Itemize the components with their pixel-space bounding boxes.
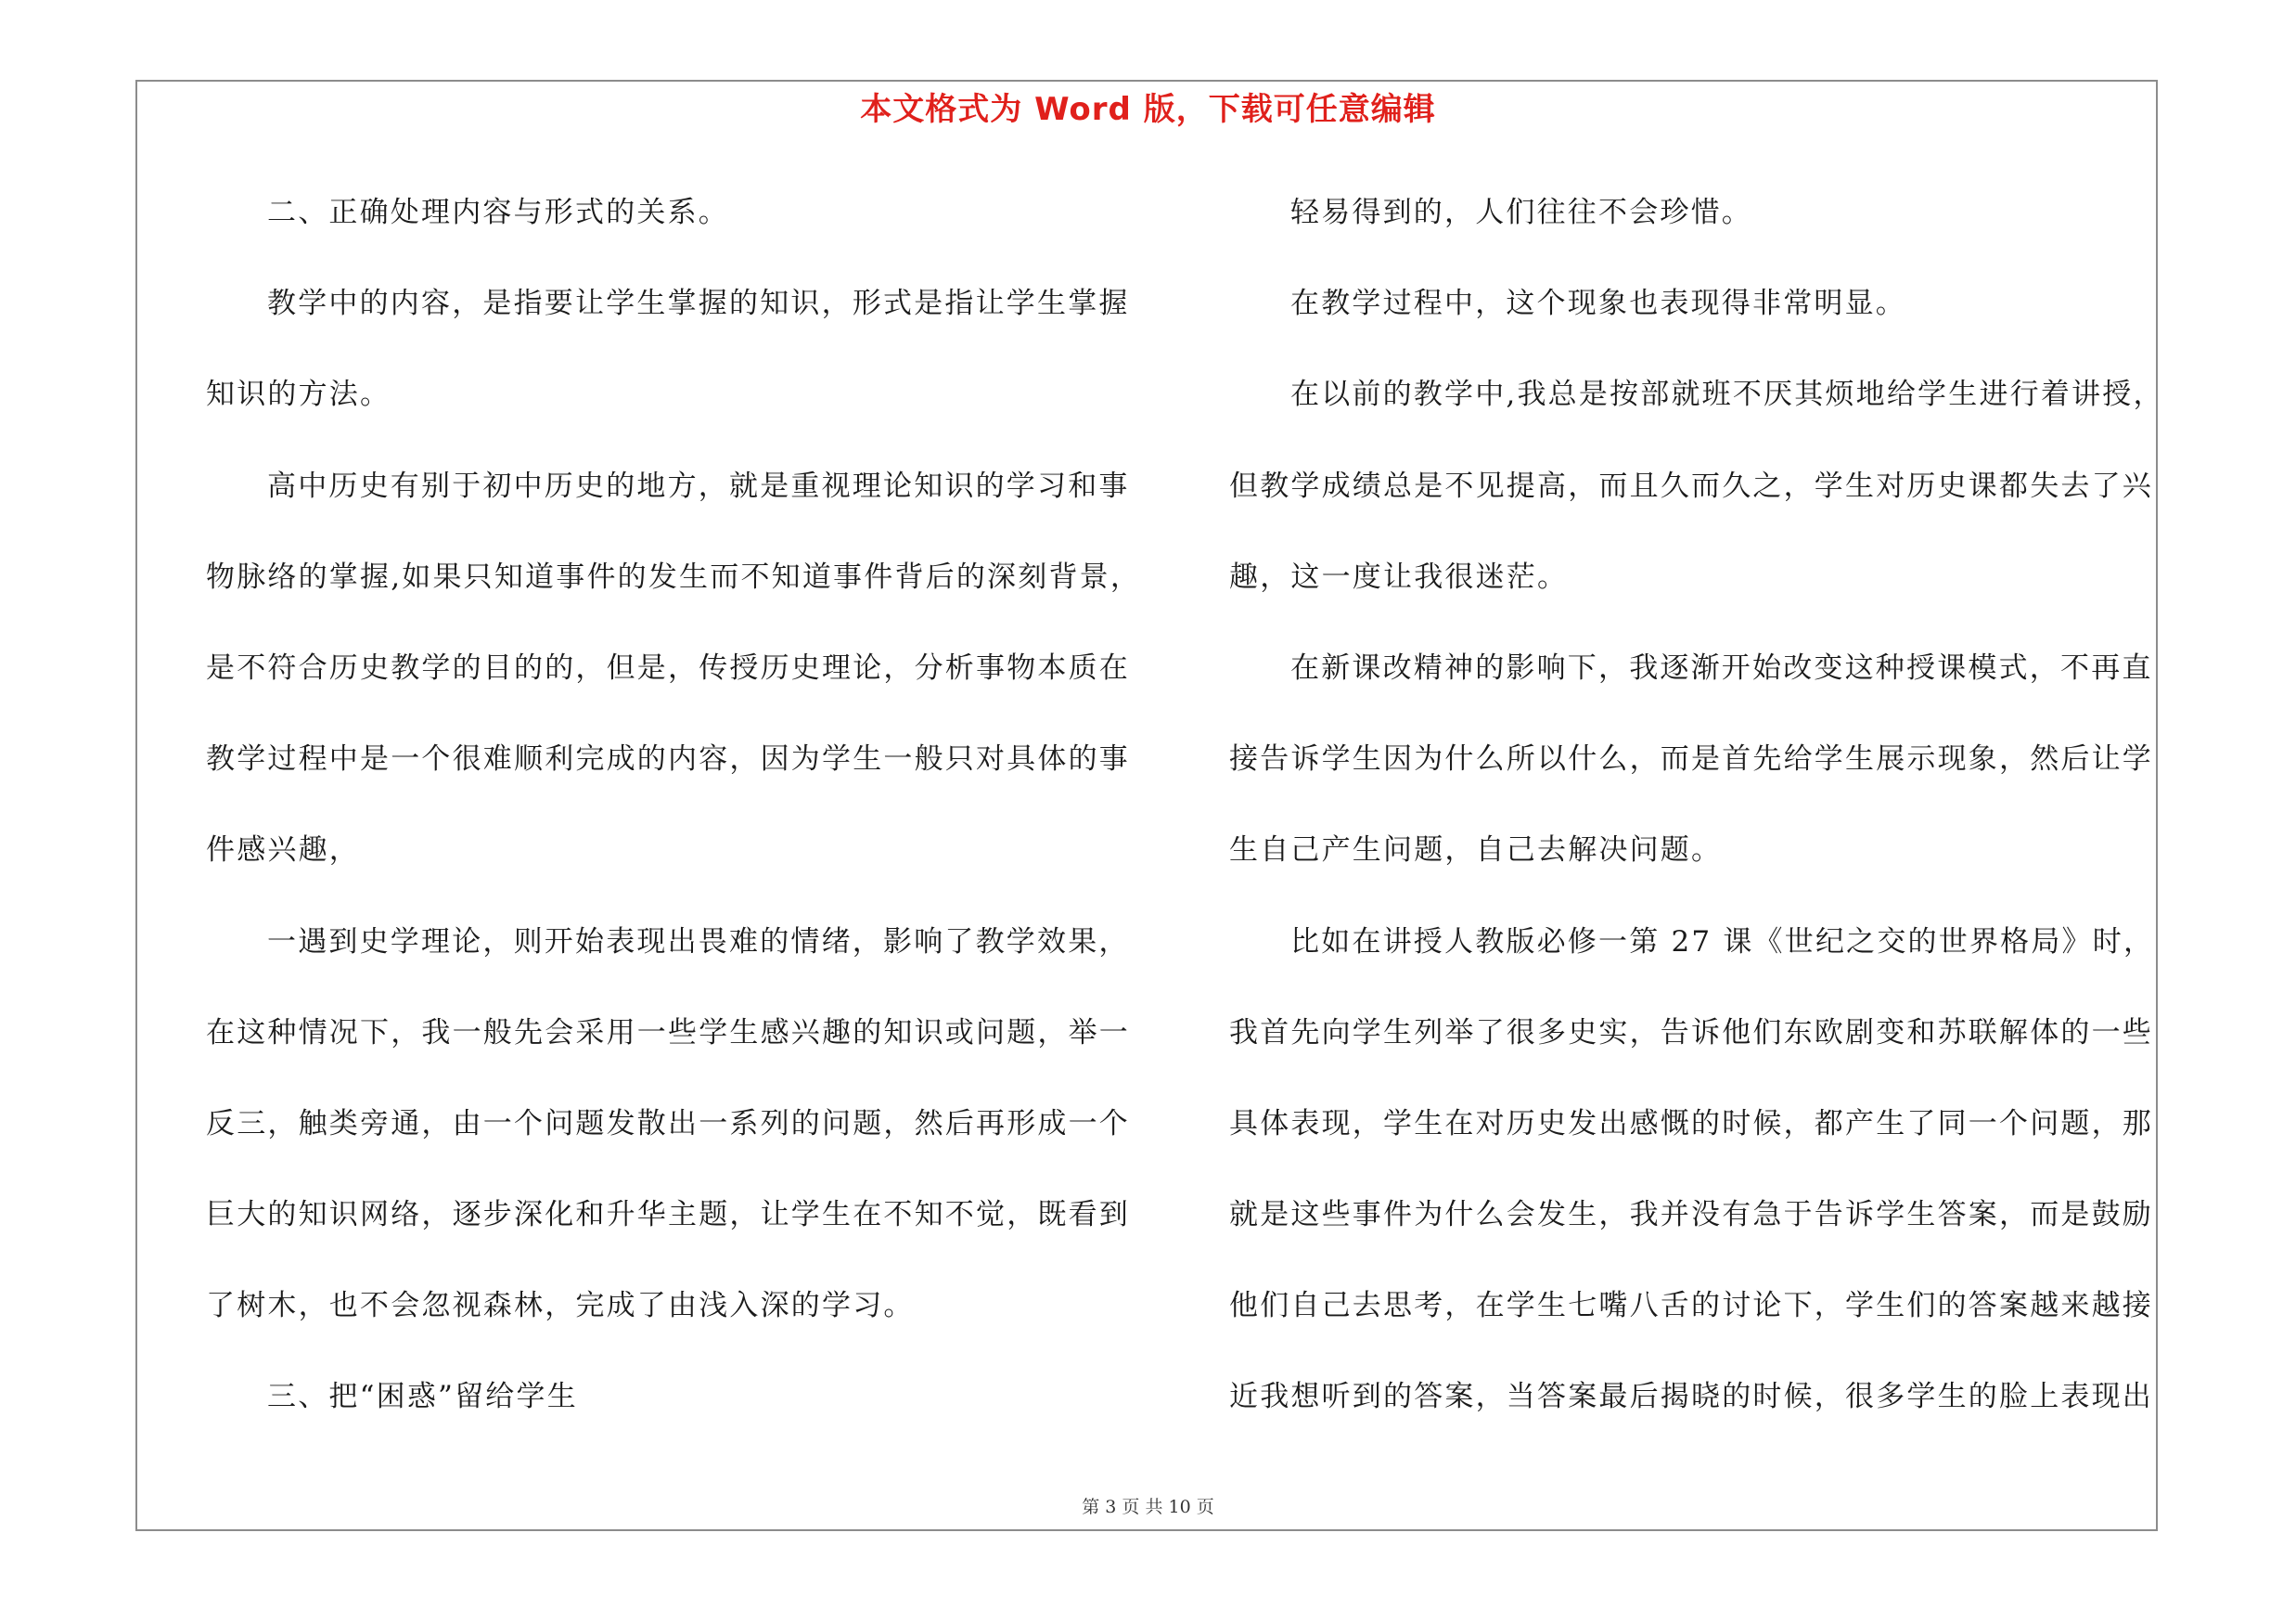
text-line: 件感兴趣， <box>206 833 360 868</box>
text-line: 在这种情况下，我一般先会采用一些学生感兴趣的知识或问题，举一 <box>206 1015 1130 1050</box>
text-line: 巨大的知识网络，逐步深化和升华主题，让学生在不知不觉，既看到 <box>206 1198 1130 1232</box>
text-line: 反三，触类旁通，由一个问题发散出一系列的问题，然后再形成一个 <box>206 1106 1130 1140</box>
right-column <box>1229 182 2185 1458</box>
text-line: 具体表现，学生在对历史发出感慨的时候，都产生了同一个问题，那 <box>1229 1106 2153 1140</box>
text-line: 物脉络的掌握,如果只知道事件的发生而不知道事件背后的深刻背景， <box>206 560 1142 594</box>
text-line: 了树木，也不会忽视森林，完成了由浅入深的学习。 <box>206 1289 915 1323</box>
text-line: 教学中的内容，是指要让学生掌握的知识，形式是指让学生掌握 <box>267 287 1130 321</box>
text-line: 他们自己去思考，在学生七嘴八舌的讨论下，学生们的答案越来越接 <box>1229 1289 2153 1323</box>
text-line: 就是这些事件为什么会发生，我并没有急于告诉学生答案，而是鼓励 <box>1229 1198 2153 1232</box>
text-line: 生自己产生问题，自己去解决问题。 <box>1229 833 1723 868</box>
text-line: 但教学成绩总是不见提高，而且久而久之，学生对历史课都失去了兴 <box>1229 469 2153 503</box>
text-line: 知识的方法。 <box>206 378 391 412</box>
text-line: 轻易得到的，人们往往不会珍惜。 <box>1290 196 1752 229</box>
text-line: 在以前的教学中,我总是按部就班不厌其烦地给学生进行着讲授， <box>1290 378 2164 412</box>
left-column <box>206 182 1142 1458</box>
text-line: 我首先向学生列举了很多史实，告诉他们东欧剧变和苏联解体的一些 <box>1229 1015 2153 1050</box>
text-line: 三、把“困惑”留给学生 <box>267 1380 578 1414</box>
text-line: 在新课改精神的影响下，我逐渐开始改变这种授课模式，不再直 <box>1290 650 2153 685</box>
format-banner: 本文格式为 Word 版，下载可任意编辑 <box>860 91 1436 128</box>
text-line: 近我想听到的答案，当答案最后揭晓的时候，很多学生的脸上表现出 <box>1229 1380 2153 1414</box>
text-line: 高中历史有别于初中历史的地方，就是重视理论知识的学习和事 <box>267 469 1130 503</box>
text-line: 是不符合历史教学的目的的，但是，传授历史理论，分析事物本质在 <box>206 650 1130 685</box>
text-line: 一遇到史学理论，则开始表现出畏难的情绪，影响了教学效果， <box>267 924 1130 959</box>
text-line: 二、正确处理内容与形式的关系。 <box>267 196 729 229</box>
text-line: 趣，这一度让我很迷茫。 <box>1229 560 1569 594</box>
text-line: 接告诉学生因为什么所以什么，而是首先给学生展示现象，然后让学 <box>1229 742 2153 777</box>
text-line: 比如在讲授人教版必修一第 27 课《世纪之交的世界格局》时， <box>1290 924 2155 959</box>
page-number-footer: 第 3 页 共 10 页 <box>1082 1497 1214 1517</box>
text-line: 教学过程中是一个很难顺利完成的内容，因为学生一般只对具体的事 <box>206 742 1130 777</box>
text-line: 在教学过程中，这个现象也表现得非常明显。 <box>1290 287 1906 321</box>
